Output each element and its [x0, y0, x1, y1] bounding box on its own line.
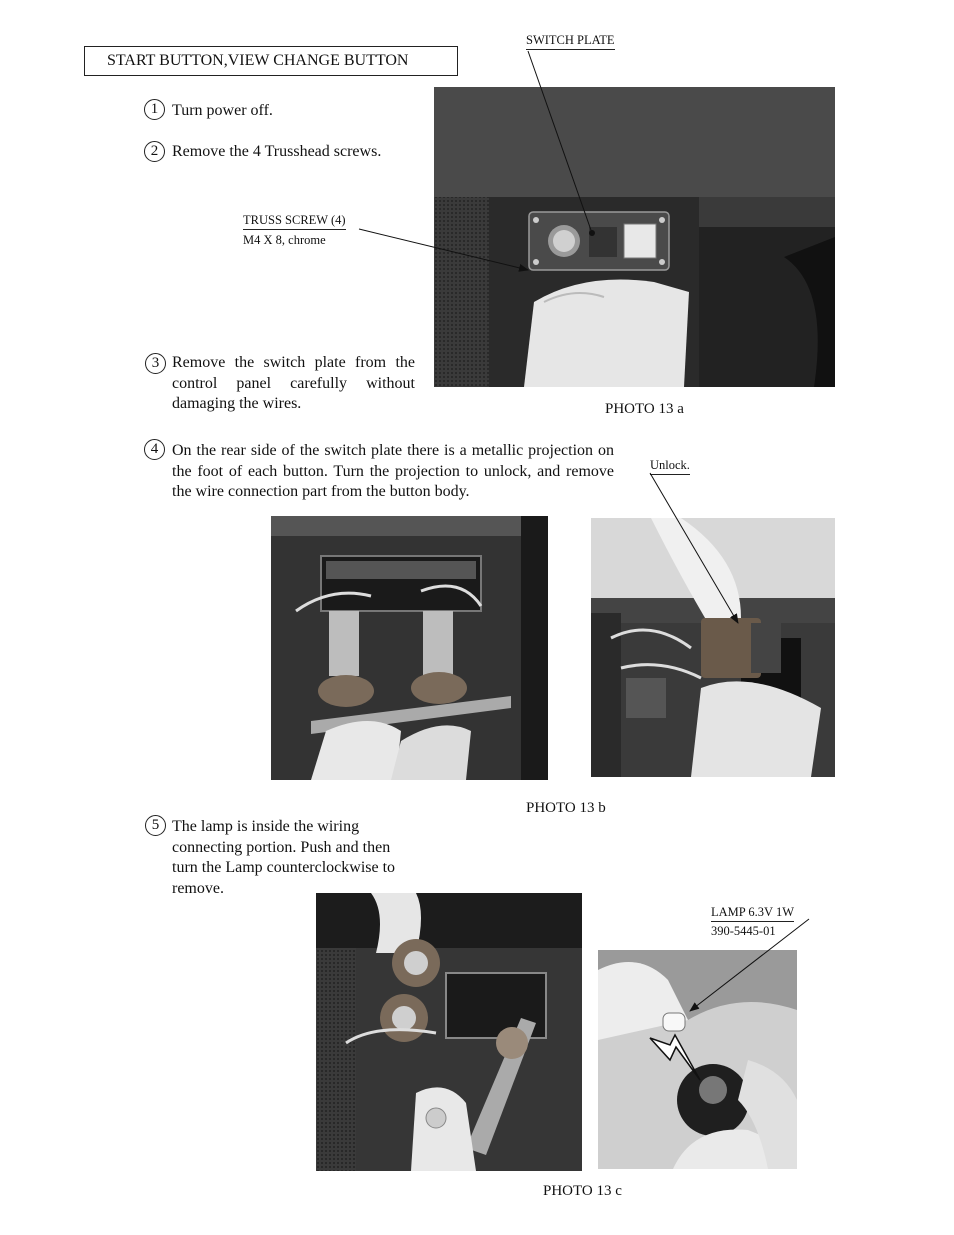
lamp-part-number: 390-5445-01	[711, 924, 776, 938]
lamp-leader	[690, 919, 809, 1011]
truss-screw-leader	[359, 229, 528, 270]
step-1-text: Turn power off.	[172, 102, 273, 119]
switch-plate-leader	[528, 51, 592, 233]
push-direction-arrow	[650, 1035, 700, 1080]
photo-13a-caption: PHOTO 13 a	[605, 401, 684, 417]
step-3-text: Remove the switch plate from the control panel carefully without damaging the wires.	[172, 354, 415, 412]
step-3-number: 3	[145, 353, 166, 374]
section-title: START BUTTON,VIEW CHANGE BUTTON	[84, 46, 458, 76]
truss-screw-spec: M4 X 8, chrome	[243, 233, 326, 247]
step-2-number: 2	[144, 141, 165, 162]
switch-plate-label: SWITCH PLATE	[526, 33, 615, 50]
unlock-label: Unlock.	[650, 458, 690, 475]
step-5-text: The lamp is inside the wiring connecting portion. Push and then turn the Lamp counterclockwise to remove.	[172, 818, 396, 897]
unlock-leader	[650, 473, 738, 623]
step-2-text: Remove the 4 Trusshead screws.	[172, 143, 382, 160]
step-5-number: 5	[145, 815, 166, 836]
photo-13c-caption: PHOTO 13 c	[543, 1183, 622, 1199]
step-4-text: On the rear side of the switch plate there is a metallic projection on the foot of each button. Turn the projection to unlock, and remove the wire connection part from the button body.	[172, 442, 614, 500]
truss-screw-label: TRUSS SCREW (4)	[243, 213, 346, 230]
lamp-label: LAMP 6.3V 1W	[711, 905, 794, 922]
step-1-number: 1	[144, 99, 165, 120]
step-4-number: 4	[144, 439, 165, 460]
photo-13b-caption: PHOTO 13 b	[526, 800, 606, 816]
